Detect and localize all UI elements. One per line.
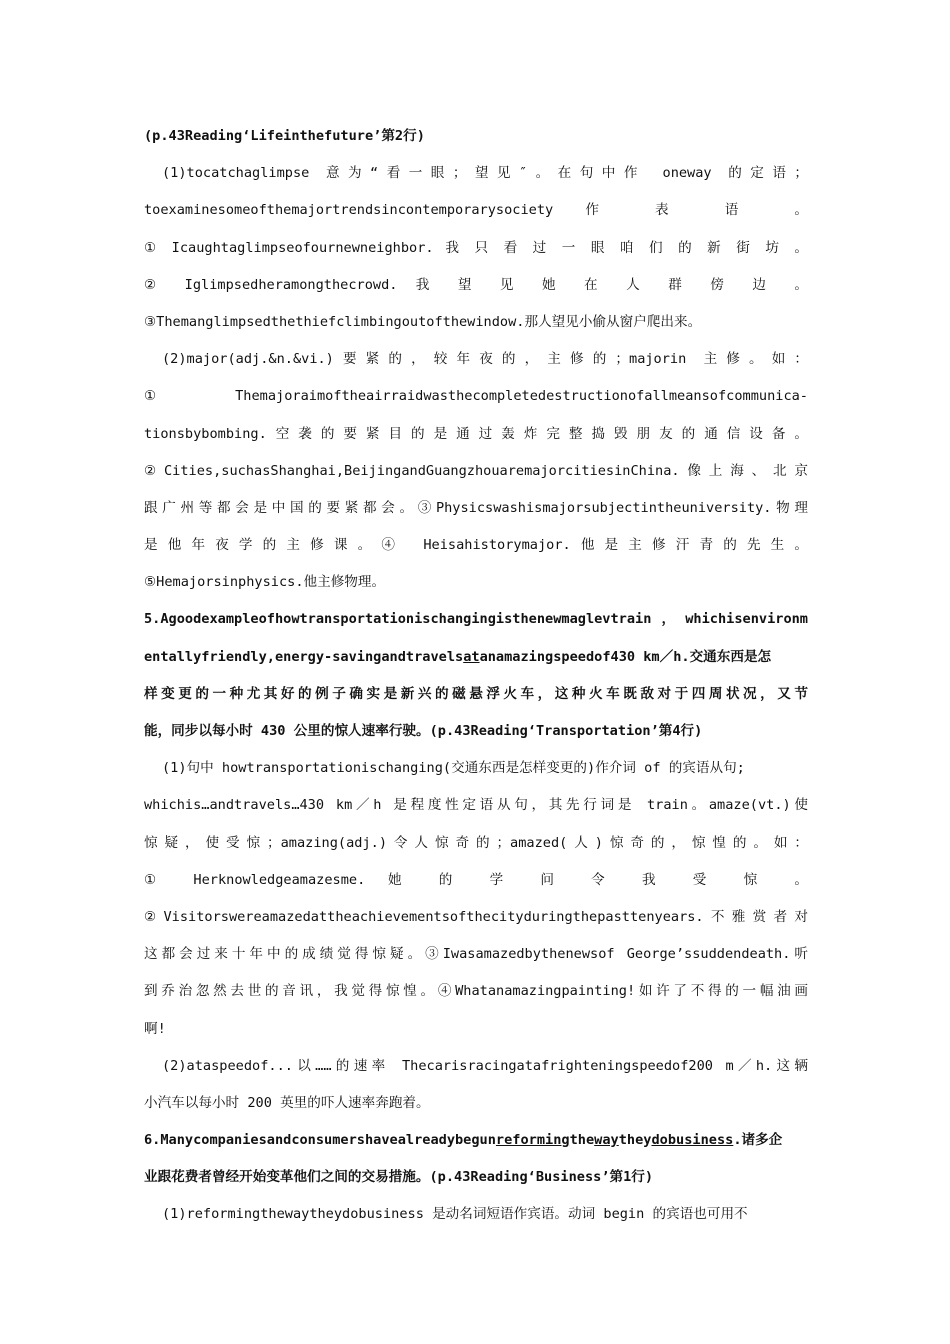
example-line: ②Cities,suchasShanghai,BeijingandGuangzhouaremajorcitiesinChina.像上海、北京 [144,462,808,479]
example-line: ⑤Hemajorsinphysics.他主修物理。 [144,574,386,591]
example-line: 是他年夜学的主修课。④ Heisahistorymajor.他是主修汗青的先生。 [144,537,808,554]
note-line: (1)reformingthewaytheydobusiness 是动名词短语作宾语。动词 begin 的宾语也可用不 [162,1206,748,1223]
example-line: ① Icaughtaglimpseofournewneighbor. 我 只 看 过 一 眼 咱 们 的 新 街 坊 。 [144,239,808,256]
example-line: ③Themanglimpsedthethiefclimbingoutofthewindow.那人望见小偷从窗户爬出来。 [144,313,702,330]
sentence-6-line-1 [144,1122,808,1159]
underlined-word: at [463,648,480,665]
text-run: entallyfriendly,energy-savingandtravels [144,648,464,665]
text-run: .诸多企 [733,1132,783,1149]
text-run: the [569,1132,595,1149]
note-2-line-1: (2)major(adj.&n.&vi.)要紧的，较年夜的，主修的；majorin 主修。如： [162,351,808,368]
example-line: 到乔治忽然去世的音讯，我觉得惊惶。④Whatanamazingpainting!如许了不得的一幅油画 [144,983,808,1000]
sentence-6-translation: 业跟花费者曾经开始变革他们之间的交易措施。(p.43Reading‘Business’第1行) [144,1169,654,1186]
example-line: ① Herknowledgeamazesme. 她 的 学 问 令 我 受 惊 。 [144,871,808,888]
text-run: 6.Manycompaniesandconsumershavealreadybegun [144,1132,496,1149]
sentence-5-line-1: 5.Agoodexampleofhowtransportationischangingisthenewmaglevtrain，whichisenvironm [144,611,808,628]
note-line: 小汽车以每小时 200 英里的吓人速率奔跑着。 [144,1094,430,1111]
source-reference: (p.43Reading‘Lifeinthefuture’第2行) [144,128,425,144]
sentence-5-translation: 能，同步以每小时 430 公里的惊人速率行驶。(p.43Reading‘Transportation’第4行) [144,723,703,739]
note-line: (1)句中 howtransportationischanging(交通东西是怎样变更的)作介词 of 的宾语从句; [162,760,745,777]
example-line: 啊! [144,1020,166,1037]
example-line: 跟广州等都会是中国的要紧都会。③Physicswashismajorsubjectintheuniversity.物理 [144,499,808,516]
note-1-line-1: (1)tocatchaglimpse 意为“看一眼；望见″。在句中作 oneway 的定语； [162,165,808,182]
sentence-5-translation: 样变更的一种尤其好的例子确实是新兴的磁悬浮火车，这种火车既敌对于四周状况，又节 [144,685,808,702]
example-line: 这都会过来十年中的成绩觉得惊疑。③Iwasamazedbythenewsof George’ssuddendeath.听 [144,946,808,963]
example-line: ① Themajoraimoftheairraidwasthecompletedestructionofallmeansofcommunica- [144,388,808,405]
underlined-word: dobusiness [651,1132,734,1149]
underlined-word: reforming [495,1132,570,1149]
text-run: anamazingspeedof430 km／h.交通东西是怎 [479,648,772,665]
text-run: they [618,1132,652,1149]
note-line: (2)ataspeedof...以……的速率 Thecarisracingatafrighteningspeedof200 m／h.这辆 [162,1057,808,1074]
note-1-line-2: toexaminesomeofthemajortrendsincontemporarysociety 作 表 语 。 [144,202,808,219]
example-line: tionsbybombing.空袭的要紧目的是通过轰炸完整捣毁朋友的通信设备。 [144,425,808,442]
sentence-5-line-2 [144,639,808,676]
note-line: whichis…andtravels…430 km／h 是程度性定语从句，其先行词是 train。amaze(vt.)使 [144,797,808,814]
example-line: ② Iglimpsedheramongthecrowd. 我 望 见 她 在 人 群 傍 边 。 [144,276,808,293]
underlined-word: way [594,1132,619,1149]
note-line: 惊疑，使受惊；amazing(adj.)令人惊奇的；amazed(人)惊奇的，惊惶的。如： [144,834,808,851]
document-page [144,118,808,1234]
example-line: ②Visitorswereamazedattheachievementsofthecityduringthepasttenyears.不雅赏者对 [144,908,808,925]
